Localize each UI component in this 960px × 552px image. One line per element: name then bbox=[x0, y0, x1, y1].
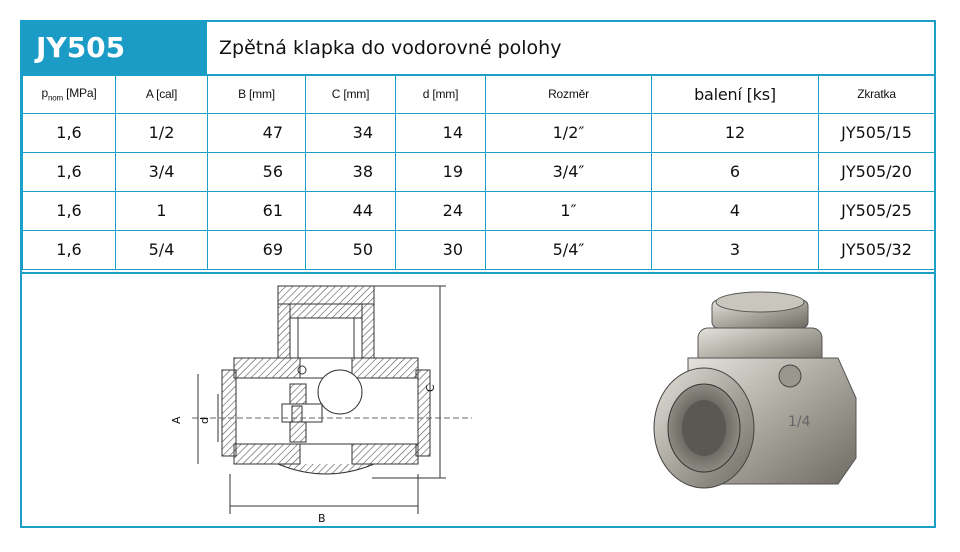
dimension-label-c: C bbox=[424, 384, 437, 392]
cell-pressure: 1,6 bbox=[23, 230, 116, 269]
cell-b: 56 bbox=[208, 152, 306, 191]
cell-d: 24 bbox=[396, 191, 486, 230]
col-header-d: d [mm] bbox=[396, 75, 486, 113]
cell-code: JY505/32 bbox=[819, 230, 935, 269]
col-header-size: Rozměr bbox=[486, 75, 652, 113]
cell-pack: 3 bbox=[652, 230, 819, 269]
product-code-title: JY505 bbox=[22, 22, 206, 74]
cell-pack: 12 bbox=[652, 113, 819, 152]
cell-d: 19 bbox=[396, 152, 486, 191]
col-header-code: Zkratka bbox=[819, 75, 935, 113]
product-description-title: Zpětná klapka do vodorovné polohy bbox=[206, 22, 934, 74]
cell-pressure: 1,6 bbox=[23, 152, 116, 191]
cell-code: JY505/15 bbox=[819, 113, 935, 152]
cell-b: 69 bbox=[208, 230, 306, 269]
cell-size: 5/4″ bbox=[486, 230, 652, 269]
cell-c: 44 bbox=[306, 191, 396, 230]
specs-table bbox=[22, 74, 935, 270]
valve-product-photo bbox=[642, 288, 882, 508]
cell-d: 30 bbox=[396, 230, 486, 269]
col-header-b: B [mm] bbox=[208, 75, 306, 113]
cell-c: 38 bbox=[306, 152, 396, 191]
col-header-c: C [mm] bbox=[306, 75, 396, 113]
cell-size: 1/2″ bbox=[486, 113, 652, 152]
cell-code: JY505/25 bbox=[819, 191, 935, 230]
cell-a: 3/4 bbox=[116, 152, 208, 191]
dimension-label-d: d bbox=[198, 417, 211, 424]
cell-pressure: 1,6 bbox=[23, 113, 116, 152]
cell-code: JY505/20 bbox=[819, 152, 935, 191]
table-row bbox=[23, 230, 935, 269]
cell-b: 61 bbox=[208, 191, 306, 230]
svg-text:1/4: 1/4 bbox=[788, 414, 811, 430]
table-header-row bbox=[23, 75, 935, 113]
cell-d: 14 bbox=[396, 113, 486, 152]
cell-pack: 4 bbox=[652, 191, 819, 230]
drawing-body bbox=[192, 286, 472, 474]
cell-pressure: 1,6 bbox=[23, 191, 116, 230]
cell-a: 5/4 bbox=[116, 230, 208, 269]
cell-a: 1 bbox=[116, 191, 208, 230]
cell-c: 34 bbox=[306, 113, 396, 152]
product-sheet bbox=[20, 20, 936, 528]
table-row bbox=[23, 113, 935, 152]
cell-size: 1″ bbox=[486, 191, 652, 230]
table-row bbox=[23, 152, 935, 191]
col-header-a: A [cal] bbox=[116, 75, 208, 113]
cell-size: 3/4″ bbox=[486, 152, 652, 191]
cell-a: 1/2 bbox=[116, 113, 208, 152]
cell-b: 47 bbox=[208, 113, 306, 152]
product-images bbox=[22, 272, 934, 528]
dimension-label-a: A bbox=[170, 416, 183, 424]
table-row bbox=[23, 191, 935, 230]
dimension-label-b: B bbox=[318, 512, 326, 525]
cell-c: 50 bbox=[306, 230, 396, 269]
col-header-pressure: $p_{nom}$ [MPa] bbox=[23, 75, 116, 113]
cell-pack: 6 bbox=[652, 152, 819, 191]
col-header-pack: balení [ks] bbox=[652, 75, 819, 113]
